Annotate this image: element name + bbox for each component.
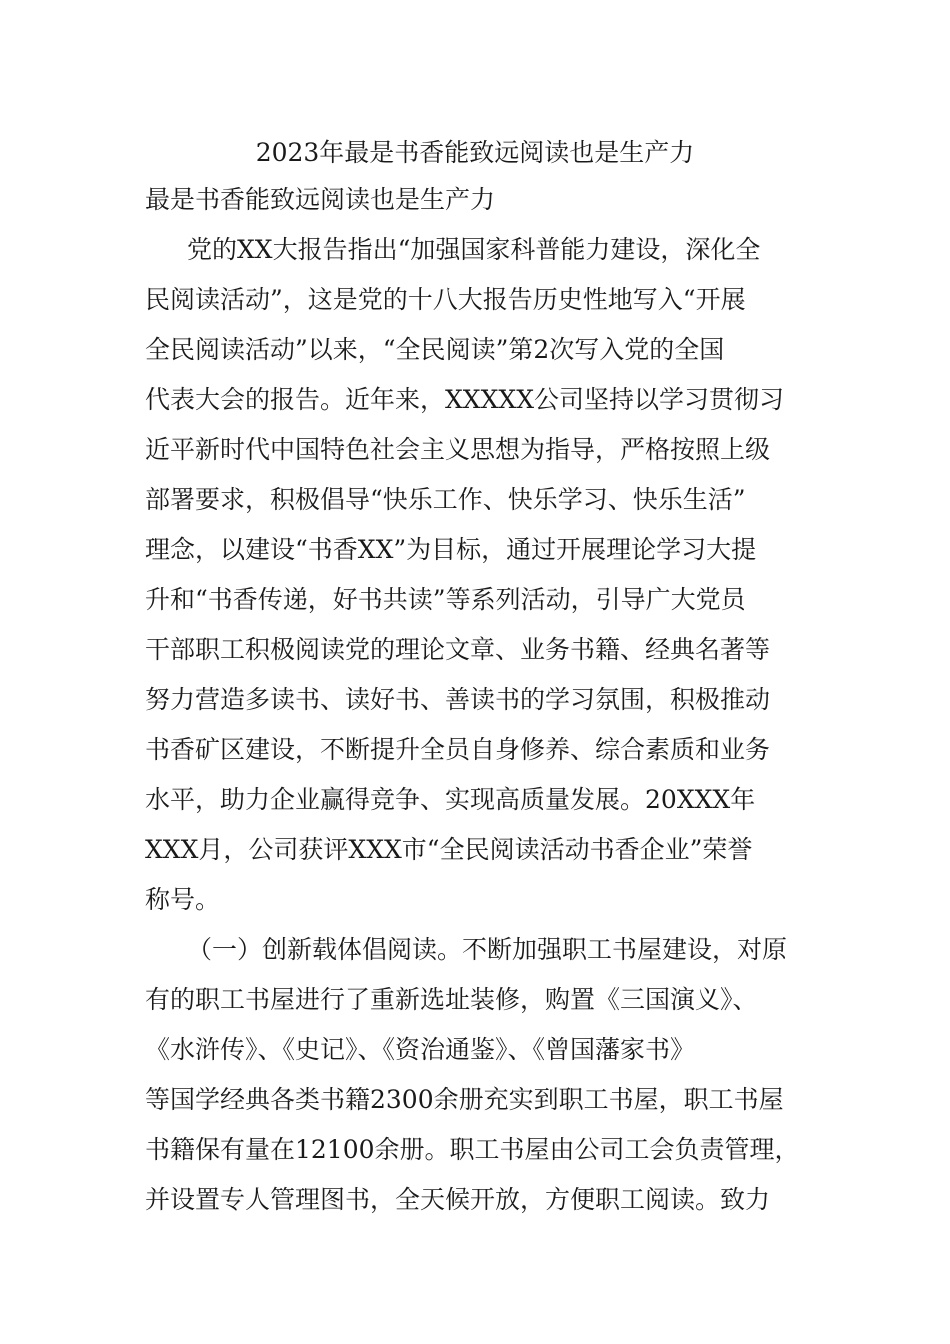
document-body — [145, 230, 810, 1230]
text-line: 升和“书香传递，好书共读”等系列活动，引导广大党员 — [145, 585, 746, 614]
text-line: 民阅读活动”，这是党的十八大报告历史性地写入“开展 — [145, 285, 746, 314]
text-line: 全民阅读活动”以来，“全民阅读”第2次写入党的全国 — [145, 335, 725, 364]
text-line: 理念，以建设“书香XX”为目标，通过开展理论学习大提 — [145, 535, 757, 564]
document-subtitle: 最是书香能致远阅读也是生产力 — [145, 185, 496, 214]
paragraph-section-one — [145, 930, 810, 1230]
text-line: 并设置专人管理图书，全天候开放，方便职工阅读。致力 — [145, 1185, 771, 1214]
text-line: 《水浒传》、《史记》、《资治通鉴》、《曾国藩家书》 — [145, 1035, 696, 1064]
text-line: 水平，助力企业赢得竞争、实现高质量发展。20XXX年 — [145, 785, 756, 814]
document-title: 2023年最是书香能致远阅读也是生产力 — [255, 138, 695, 167]
text-line: XXX月，公司获评XXX市“全民阅读活动书香企业”荣誉 — [145, 835, 753, 864]
text-line: （一）创新载体倡阅读。不断加强职工书屋建设，对原 — [187, 935, 788, 964]
text-line: 部署要求，积极倡导“快乐工作、快乐学习、快乐生活” — [145, 485, 746, 514]
text-line: 书籍保有量在12100余册。职工书屋由公司工会负责管理， — [145, 1135, 800, 1164]
text-line: 等国学经典各类书籍2300余册充实到职工书屋，职工书屋 — [145, 1085, 784, 1114]
paragraph-intro — [145, 230, 810, 930]
text-line: 称号。 — [145, 885, 221, 914]
text-line: 近平新时代中国特色社会主义思想为指导，严格按照上级 — [145, 435, 771, 464]
text-line: 党的XX大报告指出“加强国家科普能力建设，深化全 — [187, 235, 761, 264]
text-line: 书香矿区建设，不断提升全员自身修养、综合素质和业务 — [145, 735, 771, 764]
text-line: 努力营造多读书、读好书、善读书的学习氛围，积极推动 — [145, 685, 771, 714]
text-line: 代表大会的报告。近年来，XXXXX公司坚持以学习贯彻习 — [145, 385, 784, 414]
text-line: 干部职工积极阅读党的理论文章、业务书籍、经典名著等 — [145, 635, 771, 664]
text-line: 有的职工书屋进行了重新选址装修，购置《三国演义》、 — [145, 985, 758, 1014]
